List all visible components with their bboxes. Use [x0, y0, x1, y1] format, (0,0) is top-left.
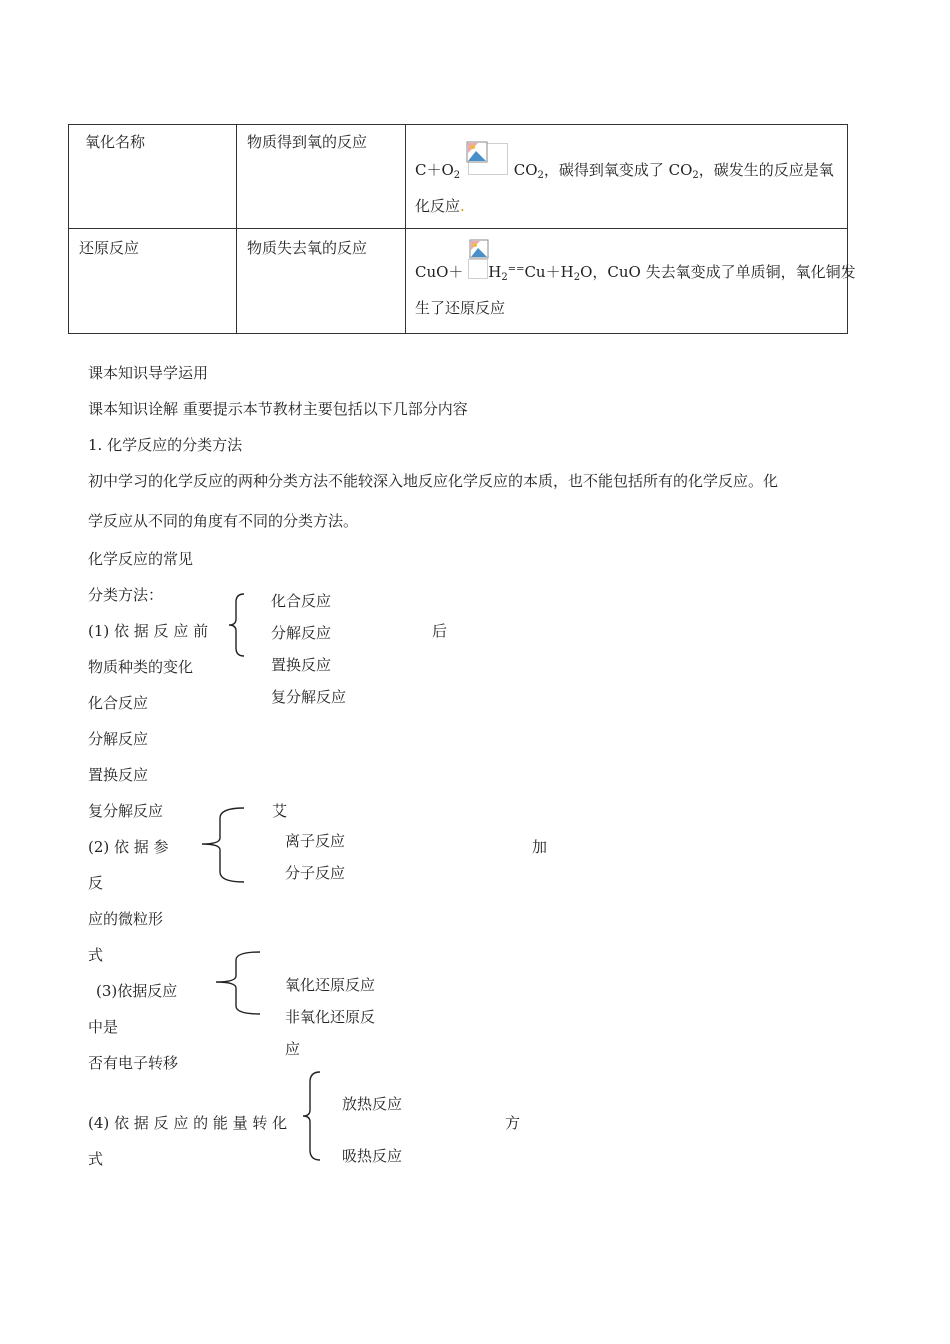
group1-item: 分解反应 [271, 624, 332, 642]
group1-item: 置换反应 [271, 656, 332, 674]
list-item: 分解反应 [88, 730, 149, 748]
image-placeholder-icon [465, 151, 509, 181]
reaction-table [68, 124, 856, 334]
stray-char: 方 [505, 1114, 521, 1132]
group4-label: 式 [88, 1150, 104, 1168]
list-item: 置换反应 [88, 766, 149, 784]
reaction-name: 还原反应 [79, 239, 140, 257]
paragraph-line: 学反应从不同的角度有不同的分类方法。 [88, 512, 359, 530]
table-row [69, 229, 848, 334]
reaction-definition: 物质失去氧的反应 [247, 239, 368, 257]
group4-item: 吸热反应 [342, 1147, 403, 1165]
group3-item: 应 [285, 1040, 301, 1058]
stray-char: 后 [432, 622, 448, 640]
example-line-1: $C+O_2$ $CO_2$，碳得到氧变成了 $CO_2$，碳发生的反应是氧 [415, 151, 834, 181]
section-title: 1. 化学反应的分类方法 [88, 436, 243, 454]
group1-item: 化合反应 [271, 592, 332, 610]
table-cell [406, 229, 856, 334]
example-line-2: 化反应. [415, 197, 465, 215]
group3-label: (3)依据反应 [96, 982, 178, 1000]
reaction-name: 氧化名称 [85, 133, 146, 151]
group2-item: 分子反应 [285, 864, 346, 882]
group3-item: 氧化还原反应 [285, 976, 376, 994]
list-item: 复分解反应 [88, 802, 164, 820]
group2-item: 离子反应 [285, 832, 346, 850]
heading-2: 课本知识诠解 重要提示本节教材主要包括以下几部分内容 [88, 400, 468, 418]
intro-line: 分类方法： [88, 586, 164, 604]
table-cell [237, 229, 406, 334]
table-cell [237, 125, 406, 229]
example-line-1: CuO＋ $H_2^{==}Cu+H_2O$，CuO 失去氧变成了单质铜，氧化铜发 [415, 257, 856, 283]
table-cell [406, 125, 848, 229]
group3-item: 非氧化还原反 [285, 1008, 376, 1026]
left-brace-icon [198, 806, 246, 886]
paragraph-line: 初中学习的化学反应的两种分类方法不能较深入地反应化学反应的本质，也不能包括所有的化学反应。化 [88, 472, 779, 490]
table-cell [69, 229, 237, 334]
stray-char: 加 [532, 838, 548, 856]
group2-label: 式 [88, 946, 104, 964]
heading-1: 课本知识导学运用 [88, 364, 209, 382]
stray-char: 艾 [272, 802, 288, 820]
table-row [69, 125, 848, 229]
example-line-2: 生了还原反应 [415, 299, 506, 317]
group2-label: 反 [88, 874, 104, 892]
group2-label: (2) 依 据 参 [88, 838, 169, 856]
image-placeholder-icon [468, 257, 488, 279]
group2-label: 应的微粒形 [88, 910, 164, 928]
group1-label: 物质种类的变化 [88, 658, 194, 676]
group3-label: 中是 [88, 1018, 119, 1036]
intro-line: 化学反应的常见 [88, 550, 194, 568]
left-brace-icon [300, 1070, 322, 1162]
group1-label: (1) 依 据 反 应 前 [88, 622, 209, 640]
left-brace-icon [212, 950, 262, 1016]
group4-label: (4) 依 据 反 应 的 能 量 转 化 [88, 1114, 288, 1132]
group4-item: 放热反应 [342, 1095, 403, 1113]
group3-label: 否有电子转移 [88, 1054, 179, 1072]
list-item: 化合反应 [88, 694, 149, 712]
reaction-definition: 物质得到氧的反应 [247, 133, 368, 151]
table-cell [69, 125, 237, 229]
group1-item: 复分解反应 [271, 688, 347, 706]
left-brace-icon [226, 592, 246, 658]
